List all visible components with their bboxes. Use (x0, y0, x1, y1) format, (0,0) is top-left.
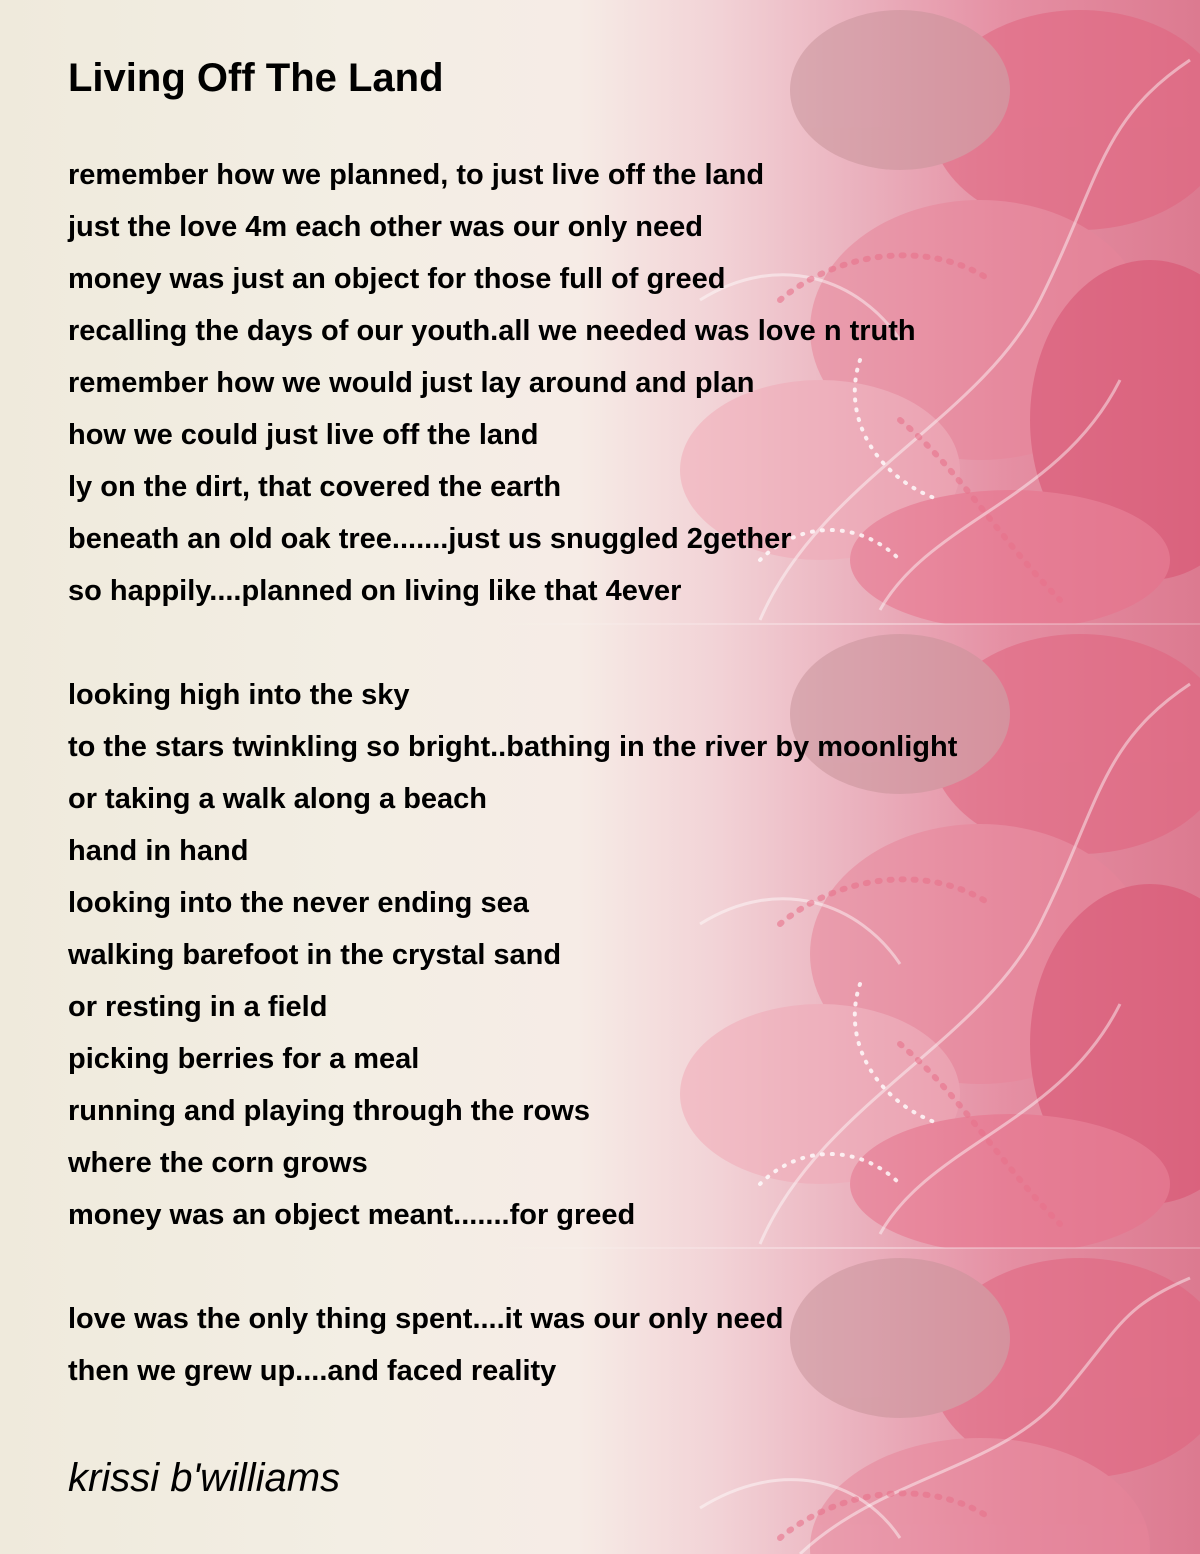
poem-line: love was the only thing spent....it was our only need (68, 1303, 784, 1335)
poem-line: looking into the never ending sea (68, 887, 529, 919)
poem-line: money was just an object for those full of greed (68, 263, 726, 295)
poem-line: running and playing through the rows (68, 1095, 590, 1127)
poem-line: to the stars twinkling so bright..bathing in the river by moonlight (68, 731, 958, 763)
poem-line: remember how we would just lay around and plan (68, 367, 755, 399)
poem-line: so happily....planned on living like that 4ever (68, 575, 682, 607)
poem-line: picking berries for a meal (68, 1043, 420, 1075)
poem-line: then we grew up....and faced reality (68, 1355, 557, 1387)
poem-line: or taking a walk along a beach (68, 783, 488, 815)
poem-line: looking high into the sky (68, 679, 410, 711)
stanza-3 (68, 1293, 783, 1397)
poem-line: or resting in a field (68, 991, 328, 1023)
author-signature: krissi b'williams (68, 1456, 341, 1500)
poem-line: walking barefoot in the crystal sand (68, 939, 562, 971)
poem-line: just the love 4m each other was our only need (68, 211, 703, 243)
poem-title: Living Off The Land (68, 56, 444, 100)
poem-line: ly on the dirt, that covered the earth (68, 471, 562, 503)
poem-line: hand in hand (68, 835, 249, 867)
poem-line: where the corn grows (68, 1147, 368, 1179)
stanza-2 (68, 669, 957, 1241)
poem-line: beneath an old oak tree.......just us snuggled 2gether (68, 523, 792, 555)
stanza-1 (68, 149, 916, 617)
poem-line: remember how we planned, to just live off the land (68, 159, 765, 191)
poem-line: recalling the days of our youth.all we needed was love n truth (68, 315, 916, 347)
poem-line: how we could just live off the land (68, 419, 539, 451)
poem-line: money was an object meant.......for greed (68, 1199, 636, 1231)
